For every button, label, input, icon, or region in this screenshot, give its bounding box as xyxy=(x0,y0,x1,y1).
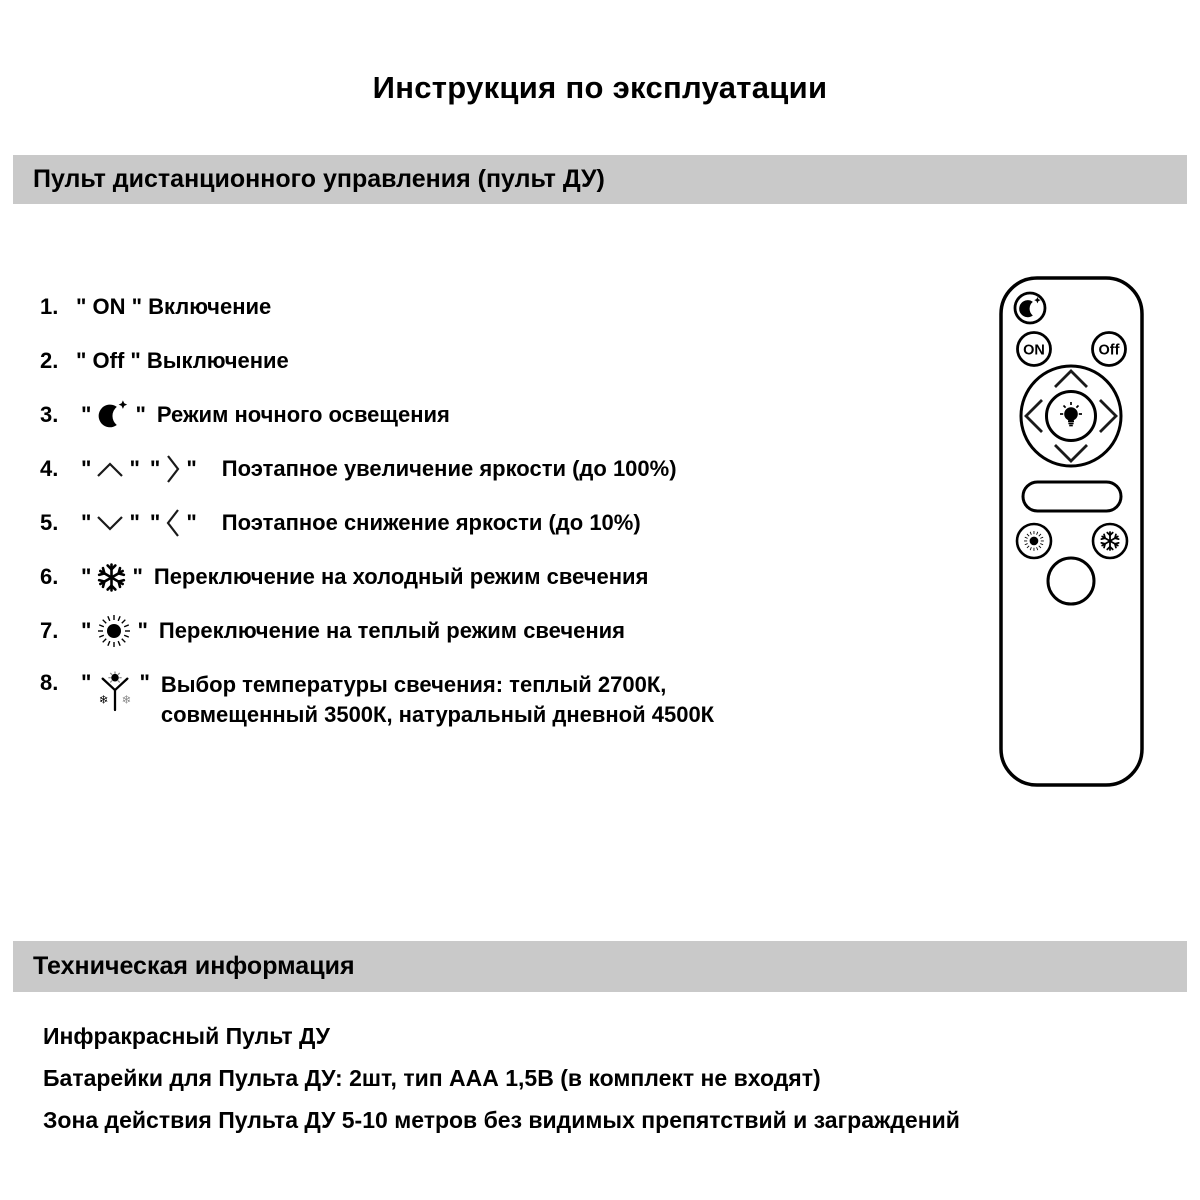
snowflake-icon xyxy=(96,562,127,593)
technical-info xyxy=(43,1022,960,1148)
chevron-left-icon xyxy=(165,508,181,538)
close-quote: " xyxy=(135,402,146,427)
list-item-on xyxy=(40,292,714,322)
close-quote: " xyxy=(129,456,140,481)
item-number: 7. xyxy=(40,618,59,643)
open-quote: " xyxy=(149,510,161,535)
item-number: 1. xyxy=(40,294,59,319)
open-quote: " xyxy=(81,564,92,589)
list-item-brightness-up xyxy=(40,454,714,484)
item-number: 2. xyxy=(40,348,59,373)
item-text: Переключение на холодный режим свечения xyxy=(153,564,649,589)
list-item-brightness-down xyxy=(40,508,714,538)
close-quote: " xyxy=(137,618,148,643)
close-quote: " xyxy=(129,510,140,535)
tech-line-remote-type: Инфракрасный Пульт ДУ xyxy=(43,1023,330,1049)
chevron-up-icon xyxy=(96,461,124,478)
button-label-off: " Off " xyxy=(76,348,141,373)
tech-line-range: Зона действия Пульта ДУ 5-10 метров без видимых препятствий и заграждений xyxy=(43,1107,960,1133)
moon-night-icon xyxy=(96,398,130,432)
item-text: Поэтапное снижение яркости (до 10%) xyxy=(221,510,641,535)
chevron-down-icon xyxy=(96,515,124,532)
open-quote: " xyxy=(81,402,92,427)
item-text-line1: Выбор температуры свечения: теплый 2700К, xyxy=(160,672,667,697)
tech-line-batteries: Батарейки для Пульта ДУ: 2шт, тип ААА 1,5В (в комплект не входят) xyxy=(43,1065,821,1091)
item-text: Включение xyxy=(148,294,272,319)
close-quote: " xyxy=(132,564,143,589)
remote-control-drawing xyxy=(980,268,1170,798)
page-title: Инструкция по эксплуатации xyxy=(372,70,828,105)
sun-icon xyxy=(96,613,132,649)
off-button-label: Off xyxy=(1098,342,1120,359)
item-number: 4. xyxy=(40,456,59,481)
section-header-tech xyxy=(13,941,1187,992)
item-text-line2: совмещенный 3500К, натуральный дневной 4500К xyxy=(160,702,715,727)
chevron-right-icon xyxy=(165,454,181,484)
item-text xyxy=(161,670,714,730)
item-number: 3. xyxy=(40,402,59,427)
remote-control-illustration xyxy=(980,268,1170,798)
remote-functions-list xyxy=(40,292,714,754)
section-header-remote xyxy=(13,155,1187,204)
item-number: 8. xyxy=(40,670,59,695)
sun-icon xyxy=(1024,531,1044,551)
button-label-on: " ON " xyxy=(76,294,143,319)
close-quote: " xyxy=(186,510,197,535)
open-quote: " xyxy=(149,456,161,481)
open-quote: " xyxy=(81,456,92,481)
item-text: Поэтапное увеличение яркости (до 100%) xyxy=(221,456,677,481)
on-button-label: ON xyxy=(1023,342,1045,359)
list-item-warm-mode xyxy=(40,616,714,646)
open-quote: " xyxy=(81,510,92,535)
close-quote: " xyxy=(186,456,197,481)
open-quote: " xyxy=(81,670,92,695)
item-number: 6. xyxy=(40,564,59,589)
close-quote: " xyxy=(139,670,150,695)
list-item-night-mode xyxy=(40,400,714,430)
list-item-cold-mode xyxy=(40,562,714,592)
item-text: Режим ночного освещения xyxy=(156,402,450,427)
item-text: Выключение xyxy=(146,348,289,373)
list-item-off xyxy=(40,346,714,376)
list-item-temperature-select xyxy=(40,670,714,730)
temperature-select-icon xyxy=(96,670,134,712)
section-header-tech-label: Техническая информация xyxy=(33,952,355,980)
section-header-remote-label: Пульт дистанционного управления (пульт ДУ) xyxy=(33,165,605,193)
open-quote: " xyxy=(81,618,92,643)
item-number: 5. xyxy=(40,510,59,535)
item-text: Переключение на теплый режим свечения xyxy=(158,618,626,643)
